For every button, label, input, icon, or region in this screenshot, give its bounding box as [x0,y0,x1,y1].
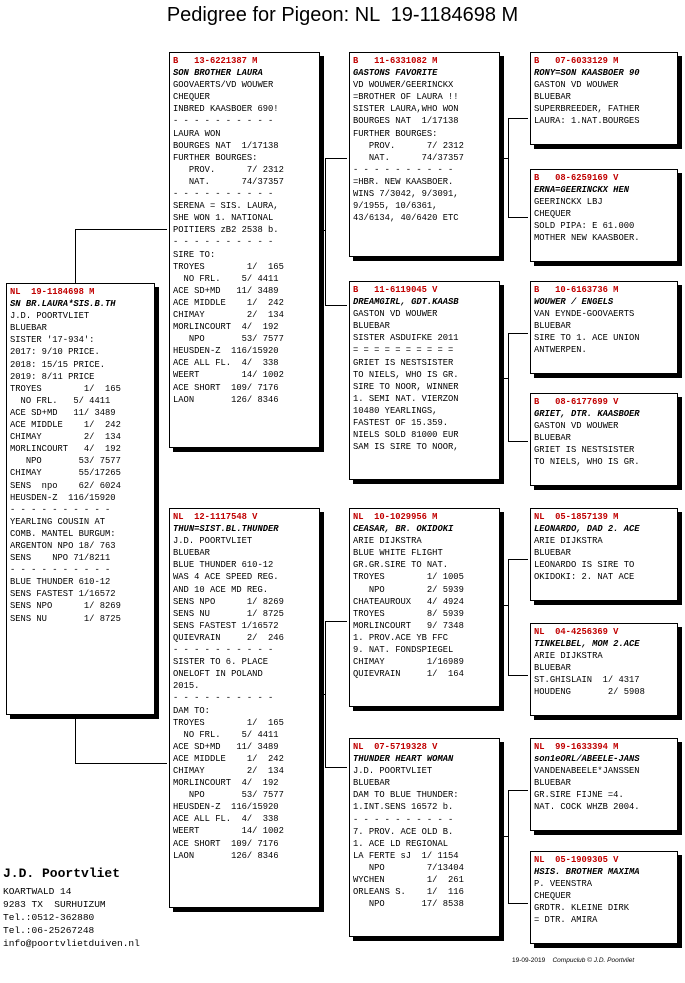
pedigree-line: NO FRL. 5/ 4411 [10,395,111,406]
pedigree-line: TROYES 1/ 165 [173,261,284,272]
pedigree-line: CHEQUER [534,891,571,902]
pedigree-line: SISTER ASDUIFKE 2011 [353,333,459,344]
pedigree-line: SAM IS SIRE TO NOOR, [353,442,459,453]
pedigree-line: 10480 YEARLINGS, [353,405,438,416]
connector-line [508,441,528,442]
pedigree-line: TROYES 1/ 1005 [353,572,464,583]
pedigree-line: MOTHER NEW KAASBOER. [534,233,640,244]
connector-line [75,763,167,764]
pedigree-line: CHEQUER [173,92,210,103]
pedigree-line: AND 10 ACE MD REG. [173,584,269,595]
pedigree-line: ACE ALL FL. 4/ 338 [173,358,279,369]
pigeon-name: LEONARDO, DAD 2. ACE [534,524,640,535]
pedigree-line: SISTER LAURA,WHO WON [353,104,459,115]
ring-number: B 11-6331082 M [353,56,438,66]
pedigree-line: TO NIELS, WHO IS GR. [353,369,459,380]
ring-number: B 07-6033129 M [534,56,619,66]
pedigree-line: GRIET IS NESTSISTER [353,357,454,368]
pedigree-line: YEARLING COUSIN AT [10,516,106,527]
connector-line [508,118,528,119]
pigeon-name: HSIS. BROTHER MAXIMA [534,867,640,878]
pedigree-line: GEERINCKX LBJ [534,197,603,208]
owner-email[interactable]: info@poortvlietduiven.nl [3,938,140,949]
pedigree-line: BLUEBAR [534,92,571,103]
pedigree-line: GASTON VD WOUWER [353,309,438,320]
pedigree-line: LAON 126/ 8346 [173,850,279,861]
footer-date: 19-09-2019 [512,957,546,964]
ring-number: NL 04-4256369 V [534,627,619,637]
ring-number: NL 05-1857139 M [534,512,619,522]
pedigree-line: CHATEAUROUX 4/ 4924 [353,596,464,607]
pedigree-line: BLUE THUNDER 610-12 [173,560,274,571]
pedigree-line: SUPERBREEDER, FATHER [534,104,640,115]
pigeon-name: SON BROTHER LAURA [173,68,263,79]
pedigree-line: DAM TO BLUE THUNDER: [353,790,459,801]
pigeon-name: ERNA=GEERINCKX HEN [534,185,630,196]
pigeon-name: WOUWER / ENGELS [534,297,614,308]
pedigree-line: LAURA WON [173,128,221,139]
connector-line [508,217,528,218]
pigeon-name: SN BR.LAURA*SIS.B.TH [10,299,116,310]
pedigree-line: 1.INT.SENS 16572 b. [353,802,454,813]
pedigree-box-dam-sire[interactable] [349,508,500,707]
pigeon-name: GASTONS FAVORITE [353,68,438,79]
connector-line [75,229,167,230]
connector-line [75,229,76,286]
owner-phone: Tel.:06-25267248 [3,925,95,936]
connector-line [502,158,509,159]
pedigree-line: 2017: 9/10 PRICE. [10,347,100,358]
pedigree-line: SENS npo 62/ 6024 [10,480,121,491]
pedigree-line: LAON 126/ 8346 [173,394,279,405]
pedigree-line: - - - - - - - - - - [173,693,274,704]
pedigree-box-sire-dam-dam[interactable] [530,393,678,486]
pedigree-line: CHIMAY 1/16989 [353,657,464,668]
pedigree-line: 2015. [173,681,200,692]
pigeon-name: CEASAR, BR. OKIDOKI [353,524,454,535]
owner-name: J.D. Poortvliet [3,866,121,881]
pedigree-line: SENS FASTEST 1/16572 [10,589,116,600]
pedigree-line: ACE MIDDLE 1/ 242 [173,297,284,308]
pedigree-line: ACE MIDDLE 1/ 242 [173,753,284,764]
ring-number: NL 99-1633394 M [534,742,619,752]
pedigree-line: INBRED KAASBOER 690! [173,104,279,115]
connector-line [325,621,347,622]
pedigree-line: - - - - - - - - - - [173,645,274,656]
pedigree-box-dam-dam-dam[interactable] [530,851,678,944]
connector-line [508,333,528,334]
ring-number: B 11-6119045 V [353,285,438,295]
pedigree-line: OKIDOKI: 2. NAT ACE [534,572,635,583]
pedigree-line: NPO 53/ 7577 [10,456,121,467]
connector-line [320,694,326,695]
pedigree-line: J.D. POORTVLIET [173,536,253,547]
pedigree-line: J.D. POORTVLIET [10,311,90,322]
pedigree-line: MORLINCOURT 9/ 7348 [353,620,464,631]
pedigree-line: SENS NPO 1/ 8269 [173,596,284,607]
pedigree-box-sire-dam-sire[interactable] [530,281,678,374]
pedigree-line: BLUEBAR [353,321,390,332]
pedigree-line: 1. PROV.ACE YB FFC [353,632,449,643]
pedigree-line: SENS NPO 71/8211 [10,553,111,564]
pedigree-line: BLUEBAR [353,778,390,789]
pedigree-line: CHIMAY 2/ 134 [173,309,284,320]
pedigree-line: POITIERS zB2 2538 b. [173,225,279,236]
pedigree-line: BLUEBAR [534,321,571,332]
pedigree-box-sire[interactable] [169,52,320,448]
pedigree-line: - - - - - - - - - - [173,116,274,127]
pedigree-line: FURTHER BOURGES: [173,152,258,163]
pedigree-line: VD WOUWER/GEERINCKX [353,80,454,91]
pedigree-line: SENS FASTEST 1/16572 [173,620,279,631]
pedigree-box-sire-sire-sire[interactable] [530,52,678,145]
pedigree-line: BOURGES NAT 1/17138 [353,116,459,127]
pedigree-box-sire-dam[interactable] [349,281,500,480]
pedigree-line: ACE SD+MD 11/ 3489 [173,741,279,752]
pedigree-line: ST.GHISLAIN 1/ 4317 [534,675,640,686]
page-title: Pedigree for Pigeon: NL 19-1184698 M [166,4,519,26]
pedigree-line: BLUE THUNDER 610-12 [10,577,111,588]
pedigree-line: NPO 53/ 7577 [173,790,284,801]
connector-line [508,559,528,560]
pedigree-line: NIELS SOLD 81000 EUR [353,430,459,441]
pedigree-line: P. VEENSTRA [534,879,593,890]
pedigree-line: COMB. MANTEL BURGUM: [10,528,116,539]
connector-line [325,158,347,159]
pedigree-line: 9. NAT. FONDSPIEGEL [353,645,454,656]
pedigree-line: ARIE DIJKSTRA [534,536,603,547]
pedigree-line: MORLINCOURT 4/ 192 [173,778,279,789]
pedigree-line: NPO 2/ 5939 [353,584,464,595]
pedigree-line: SENS NU 1/ 8725 [173,608,284,619]
pedigree-line: QUIEVRAIN 1/ 164 [353,669,464,680]
pedigree-line: SISTER '17-934': [10,335,95,346]
ring-number: NL 10-1029956 M [353,512,438,522]
connector-line [508,790,528,791]
pedigree-line: 1. ACE LD REGIONAL [353,838,449,849]
pedigree-line: ARIE DIJKSTRA [353,536,422,547]
pedigree-line: ACE MIDDLE 1/ 242 [10,420,121,431]
pedigree-line: HEUSDEN-Z 116/15920 [173,346,279,357]
ring-number: NL 19-1184698 M [10,287,95,297]
pedigree-line: NO FRL. 5/ 4411 [173,729,279,740]
pedigree-line: BLUE WHITE FLIGHT [353,548,443,559]
pedigree-line: GOOVAERTS/VD WOUWER [173,80,274,91]
pedigree-line: - - - - - - - - - - [173,237,274,248]
pedigree-line: CHIMAY 2/ 134 [173,765,284,776]
pedigree-box-dam-sire-dam[interactable] [530,623,678,716]
pedigree-line: ONELOFT IN POLAND [173,669,263,680]
pedigree-box-sire-sire[interactable] [349,52,500,257]
pedigree-line: HOUDENG 2/ 5908 [534,687,645,698]
pedigree-line: HEUSDEN-Z 116/15920 [10,492,116,503]
ring-number: NL 05-1909305 V [534,855,619,865]
pedigree-box-dam-sire-sire[interactable] [530,508,678,601]
ring-number: NL 12-1117548 V [173,512,258,522]
connector-line [508,675,528,676]
pedigree-line: ACE SHORT 109/ 7176 [173,382,279,393]
pedigree-line: ACE SD+MD 11/ 3489 [10,407,116,418]
pedigree-line: NPO 17/ 8538 [353,899,464,910]
pedigree-line: - - - - - - - - - - [353,164,454,175]
pedigree-line: CHIMAY 55/17265 [10,468,121,479]
pedigree-line: NPO 7/13404 [353,862,464,873]
connector-line [508,903,528,904]
pedigree-line: GR.GR.SIRE TO NAT. [353,560,449,571]
pedigree-line: - - - - - - - - - - [10,565,111,576]
pedigree-line: SIRE TO 1. ACE UNION [534,333,640,344]
pedigree-box-sire-sire-dam[interactable] [530,169,678,262]
pedigree-line: J.D. POORTVLIET [353,766,433,777]
owner-address-line: 9283 TX SURHUIZUM [3,899,106,910]
pedigree-line: ARIE DIJKSTRA [534,651,603,662]
footer [512,957,634,964]
pedigree-line: WEERT 14/ 1002 [173,370,284,381]
pedigree-line: TROYES 1/ 165 [173,717,284,728]
connector-line [508,790,509,903]
pedigree-line: SIRE TO: [173,249,216,260]
pigeon-name: THUN=SIST.BL.THUNDER [173,524,279,535]
pedigree-line: =HBR. NEW KAASBOER. [353,176,454,187]
pedigree-line: CHEQUER [534,209,571,220]
pedigree-line: 2019: 8/11 PRICE [10,371,95,382]
pedigree-line: GASTON VD WOUWER [534,421,619,432]
connector-line [325,305,347,306]
pedigree-line: SERENA = SIS. LAURA, [173,201,279,212]
pedigree-line: 1. SEMI NAT. VIERZON [353,393,459,404]
pedigree-line: BOURGES NAT 1/17138 [173,140,279,151]
pedigree-box-dam-dam[interactable] [349,738,500,937]
pedigree-line: VANDENABEELE*JANSSEN [534,766,640,777]
pedigree-line: NPO 53/ 7577 [173,334,284,345]
ring-number: B 10-6163736 M [534,285,619,295]
pedigree-box-dam[interactable] [169,508,320,908]
connector-line [502,836,509,837]
pedigree-line: NO FRL. 5/ 4411 [173,273,279,284]
pedigree-line: WYCHEN 1/ 261 [353,875,464,886]
connector-line [75,713,76,763]
pedigree-line: LAURA: 1.NAT.BOURGES [534,116,640,127]
pigeon-name: RONY=SON KAASBOER 90 [534,68,640,79]
pedigree-box-dam-dam-sire[interactable] [530,738,678,831]
pedigree-line: SENS NU 1/ 8725 [10,613,121,624]
pedigree-line: LA FERTE sJ 1/ 1154 [353,850,459,861]
pedigree-line: SISTER TO 6. PLACE [173,657,269,668]
pedigree-line: SOLD PIPA: E 61.000 [534,221,635,232]
pedigree-line: WEERT 14/ 1002 [173,826,284,837]
connector-line [508,333,509,441]
connector-line [508,118,509,217]
pedigree-line: SIRE TO NOOR, WINNER [353,381,459,392]
pedigree-line: ORLEANS S. 1/ 116 [353,887,464,898]
pigeon-name: son1eORL/ABEELE-JANS [534,754,640,765]
pedigree-line: - - - - - - - - - - [173,189,274,200]
pigeon-name: THUNDER HEART WOMAN [353,754,454,765]
owner-info [3,866,140,950]
pedigree-line: BLUEBAR [534,778,571,789]
pedigree-box-subject[interactable] [6,283,155,715]
pedigree-line: - - - - - - - - - - [353,814,454,825]
connector-line [325,158,326,305]
pedigree-line: NAT. 74/37357 [353,152,464,163]
pedigree-line: GR.SIRE FIJNE =4. [534,790,624,801]
pedigree-line: DAM TO: [173,705,210,716]
pedigree-line: ACE SD+MD 11/ 3489 [173,285,279,296]
pedigree-line: ACE ALL FL. 4/ 338 [173,814,279,825]
pedigree-line: ACE SHORT 109/ 7176 [173,838,279,849]
connector-line [320,230,326,231]
pedigree-line: BLUEBAR [534,548,571,559]
ring-number: B 08-6259169 V [534,173,619,183]
pedigree-line: PROV. 7/ 2312 [173,164,284,175]
pedigree-line: TROYES 1/ 165 [10,383,121,394]
pedigree-line: MORLINCOURT 4/ 192 [173,322,279,333]
pedigree-line: BLUEBAR [10,323,47,334]
pedigree-line: NAT. 74/37357 [173,176,284,187]
pedigree-line: ANTWERPEN. [534,345,587,356]
pedigree-line: WINS 7/3042, 9/3091, [353,189,459,200]
ring-number: B 13-6221387 M [173,56,258,66]
pedigree-line: FASTEST OF 15.359. [353,418,449,429]
pedigree-line: SHE WON 1. NATIONAL [173,213,274,224]
pedigree-line: BLUEBAR [534,663,571,674]
pedigree-line: 43/6134, 40/6420 ETC [353,213,459,224]
pedigree-line: 7. PROV. ACE OLD B. [353,826,454,837]
pedigree-line: =BROTHER OF LAURA !! [353,92,459,103]
pedigree-line: - - - - - - - - - - [10,504,111,515]
pedigree-line: GRIET IS NESTSISTER [534,445,635,456]
pedigree-line: NAT. COCK WHZB 2004. [534,802,640,813]
pigeon-name: DREAMGIRL, GDT.KAASB [353,297,459,308]
connector-line [502,378,509,379]
ring-number: B 08-6177699 V [534,397,619,407]
pedigree-line: TROYES 8/ 5939 [353,608,464,619]
pedigree-line: 9/1955, 10/6361, [353,201,438,212]
pedigree-line: ARGENTON NPO 18/ 763 [10,540,116,551]
pedigree-line: WAS 4 ACE SPEED REG. [173,572,279,583]
pedigree-line: BLUEBAR [173,548,210,559]
pedigree-line: GRDTR. KLEINE DIRK [534,903,630,914]
pigeon-name: GRIET, DTR. KAASBOER [534,409,640,420]
pedigree-line: GASTON VD WOUWER [534,80,619,91]
pedigree-line: VAN EYNDE-GOOVAERTS [534,309,635,320]
pedigree-line: HEUSDEN-Z 116/15920 [173,802,279,813]
pedigree-line: PROV. 7/ 2312 [353,140,464,151]
pedigree-line: = = = = = = = = = = [353,345,454,356]
owner-address-line: KOARTWALD 14 [3,886,72,897]
connector-line [502,605,509,606]
pedigree-line: QUIEVRAIN 2/ 246 [173,632,284,643]
pedigree-line: = DTR. AMIRA [534,915,598,926]
connector-line [508,559,509,675]
pedigree-line: MORLINCOURT 4/ 192 [10,444,121,455]
footer-program: Compuclub © J.D. Poortvliet [552,957,635,964]
pedigree-line: BLUEBAR [534,433,571,444]
pedigree-line: 2018: 15/15 PRICE. [10,359,106,370]
connector-line [325,767,347,768]
owner-phone: Tel.:0512-362880 [3,912,95,923]
pedigree-line: CHIMAY 2/ 134 [10,432,121,443]
pedigree-line: LEONARDO IS SIRE TO [534,560,635,571]
ring-number: NL 07-5719328 V [353,742,438,752]
pedigree-line: FURTHER BOURGES: [353,128,438,139]
pedigree-line: TO NIELS, WHO IS GR. [534,457,640,468]
pigeon-name: TINKELBEL, MOM 2.ACE [534,639,640,650]
pedigree-line: SENS NPO 1/ 8269 [10,601,121,612]
